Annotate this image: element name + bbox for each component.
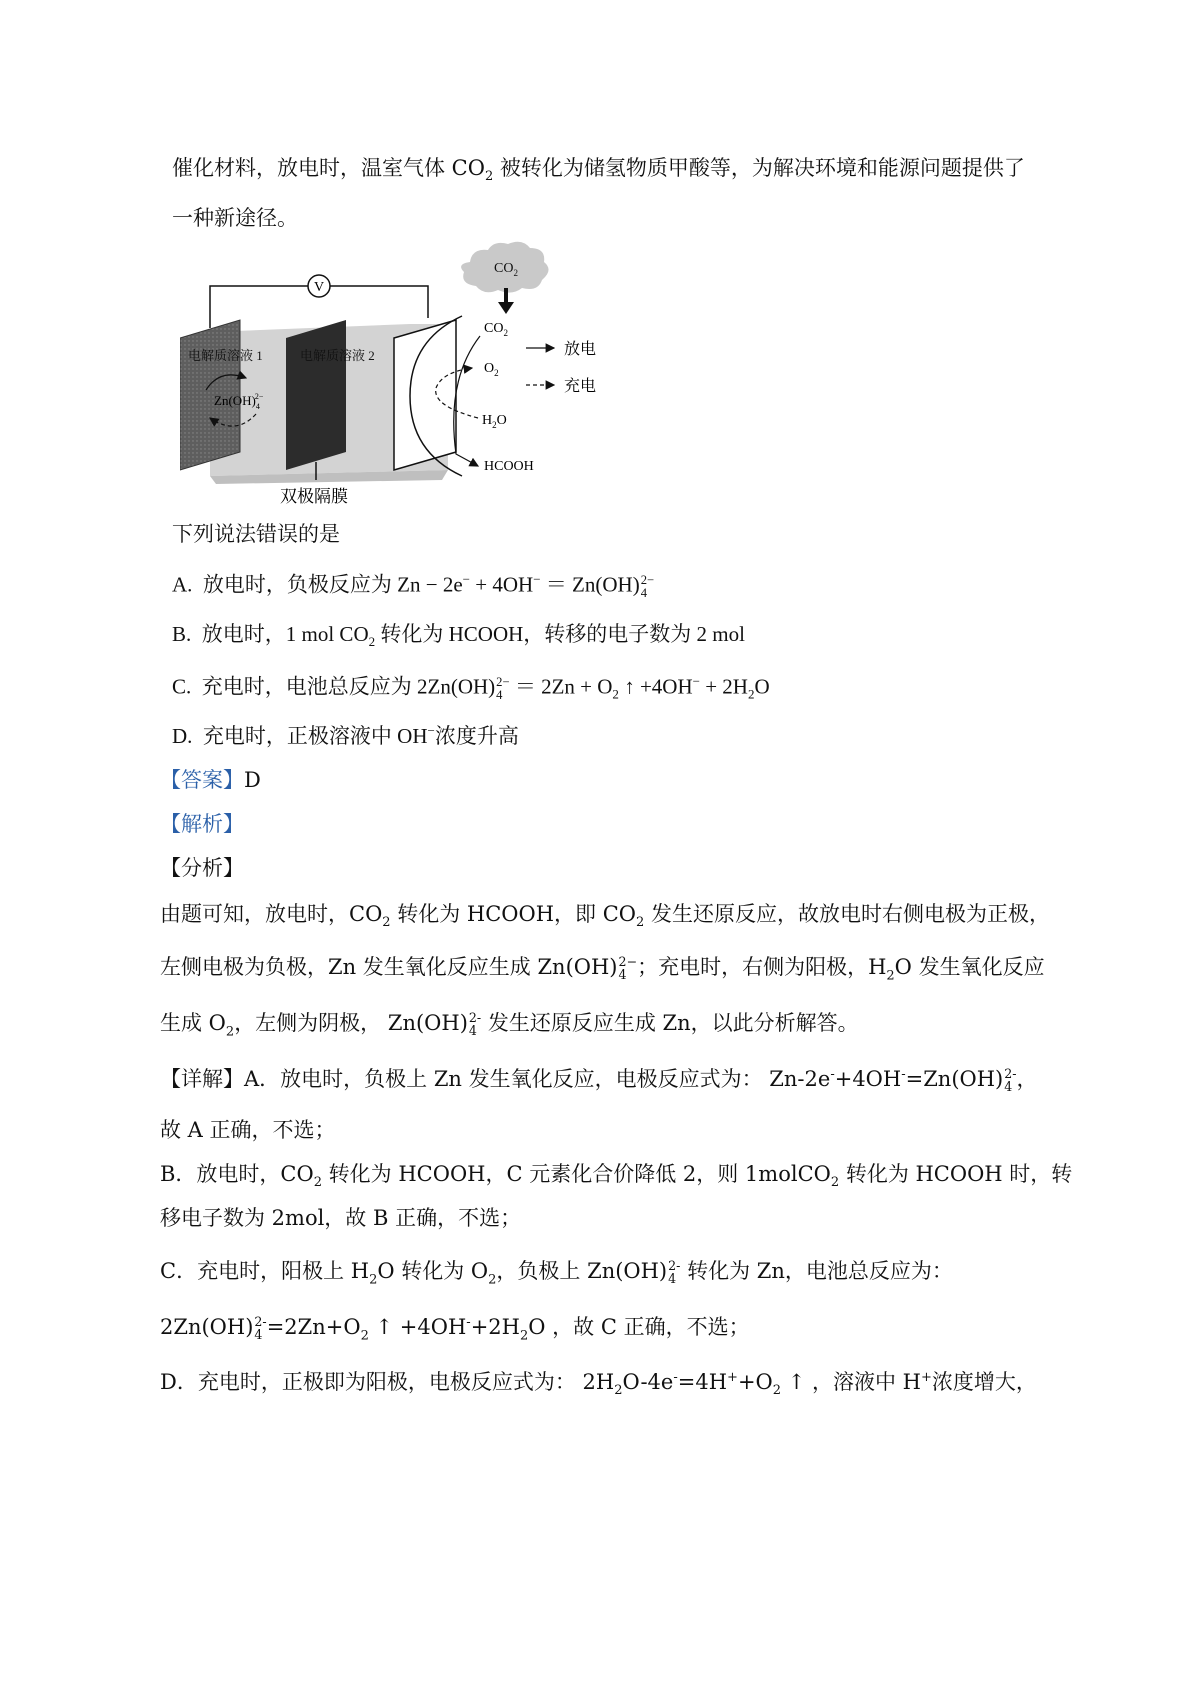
detail-c-line1: C．充电时，阳极上 $H_2O$ 转化为 $O_2$，负极上 Zn(OH) 2- 4 转化为 Zn，电池总反应为： [160, 1258, 953, 1288]
detail-a-line2: 故 A 正确，不选； [160, 1118, 336, 1142]
cloud-label: CO [494, 261, 514, 276]
option-c[interactable]: C. 充电时，电池总反应为 2Zn(OH) 2− 4 ＝ $2Zn + O_2$ ↑ $+4OH^- + 2H_2O$ [172, 673, 770, 702]
detail-b-line1: B．放电时，$CO_2$ 转化为 HCOOH，C 元素化合价降低 2，则 1molCO$_2$ 转化为 HCOOH 时，转 [160, 1162, 1073, 1191]
svg-text:CO2: $CO_2$ [494, 261, 518, 278]
fenxi-label: 【分析】 [160, 856, 244, 880]
option-b[interactable]: B. 放电时，1 mol $CO_2$ 转化为 HCOOH，转移的电子数为 2 mol [172, 622, 745, 650]
detail-d-line1: D．充电时，正极即为阳极，电极反应式为： $2H_2O-4e^-=4H^++O_2$ ↑ ，溶液中 H+浓度增大， [160, 1370, 1037, 1399]
voltmeter-label: V [313, 280, 325, 295]
hcooh-label: HCOOH [484, 459, 534, 474]
electrolyte-1-label: 电解质溶液 1 [188, 348, 263, 363]
bipolar-membrane [286, 320, 346, 470]
question-stem: 下列说法错误的是 [172, 522, 340, 546]
legend-discharge: 放电 [564, 339, 597, 358]
zincate-label: $Zn(OH)_42-$ [214, 392, 264, 411]
option-a[interactable]: A. 放电时，负极反应为 Zn − 2e− + 4OH− ＝ Zn(OH) 2− 4 [172, 571, 655, 600]
co2-cloud [461, 242, 548, 293]
answer: 【答案】D [160, 768, 261, 792]
detail-c-line2: 2Zn(OH) 2- 4 $=2Zn+O_2$ ↑ $+4OH^-+2H_2O$ ，故 C 正确，不选； [160, 1314, 750, 1344]
analysis-p1: 由题可知，放电时，$CO_2$ 转化为 HCOOH，即 $CO_2$ 发生还原反应，故放电时右侧电极为正极， [160, 902, 1050, 931]
h2o-label: $H_2O$ [482, 413, 507, 430]
legend-charge: 充电 [564, 376, 597, 395]
analysis-p3: 生成 $O_2$，左侧为阴极， Zn(OH) 2- 4 发生还原反应生成 Zn，以此分析解答。 [160, 1010, 859, 1040]
intro-line-2: 一种新途径。 [172, 206, 298, 230]
intro-line-1: 催化材料，放电时，温室气体 $CO_2$ 被转化为储氢物质甲酸等，为解决环境和能源问题提供了 [172, 156, 1025, 185]
co2-label: $CO_2$ [484, 321, 508, 338]
detail-b-line2: 移电子数为 2mol，故 B 正确，不选； [160, 1206, 522, 1230]
detail-a-line1: 【详解】A．放电时，负极上 Zn 发生氧化反应，电极反应式为： Zn-2e-+4OH-=Zn(OH) 2- 4 ， [160, 1066, 1038, 1094]
battery-diagram [180, 240, 640, 512]
analysis-p2: 左侧电极为负极，Zn 发生氧化反应生成 Zn(OH) 2− 4 ；充电时，右侧为阳极，$H_2O$ 发生氧化反应 [160, 954, 1045, 984]
analysis-label: 【解析】 [160, 812, 244, 836]
electrolyte-2-label: 电解质溶液 2 [300, 348, 375, 363]
membrane-label: 双极隔膜 [280, 487, 348, 507]
down-arrow-icon [498, 302, 514, 314]
option-d[interactable]: D. 充电时，正极溶液中 OH−浓度升高 [172, 723, 519, 748]
o2-label: $O_2$ [484, 361, 499, 378]
